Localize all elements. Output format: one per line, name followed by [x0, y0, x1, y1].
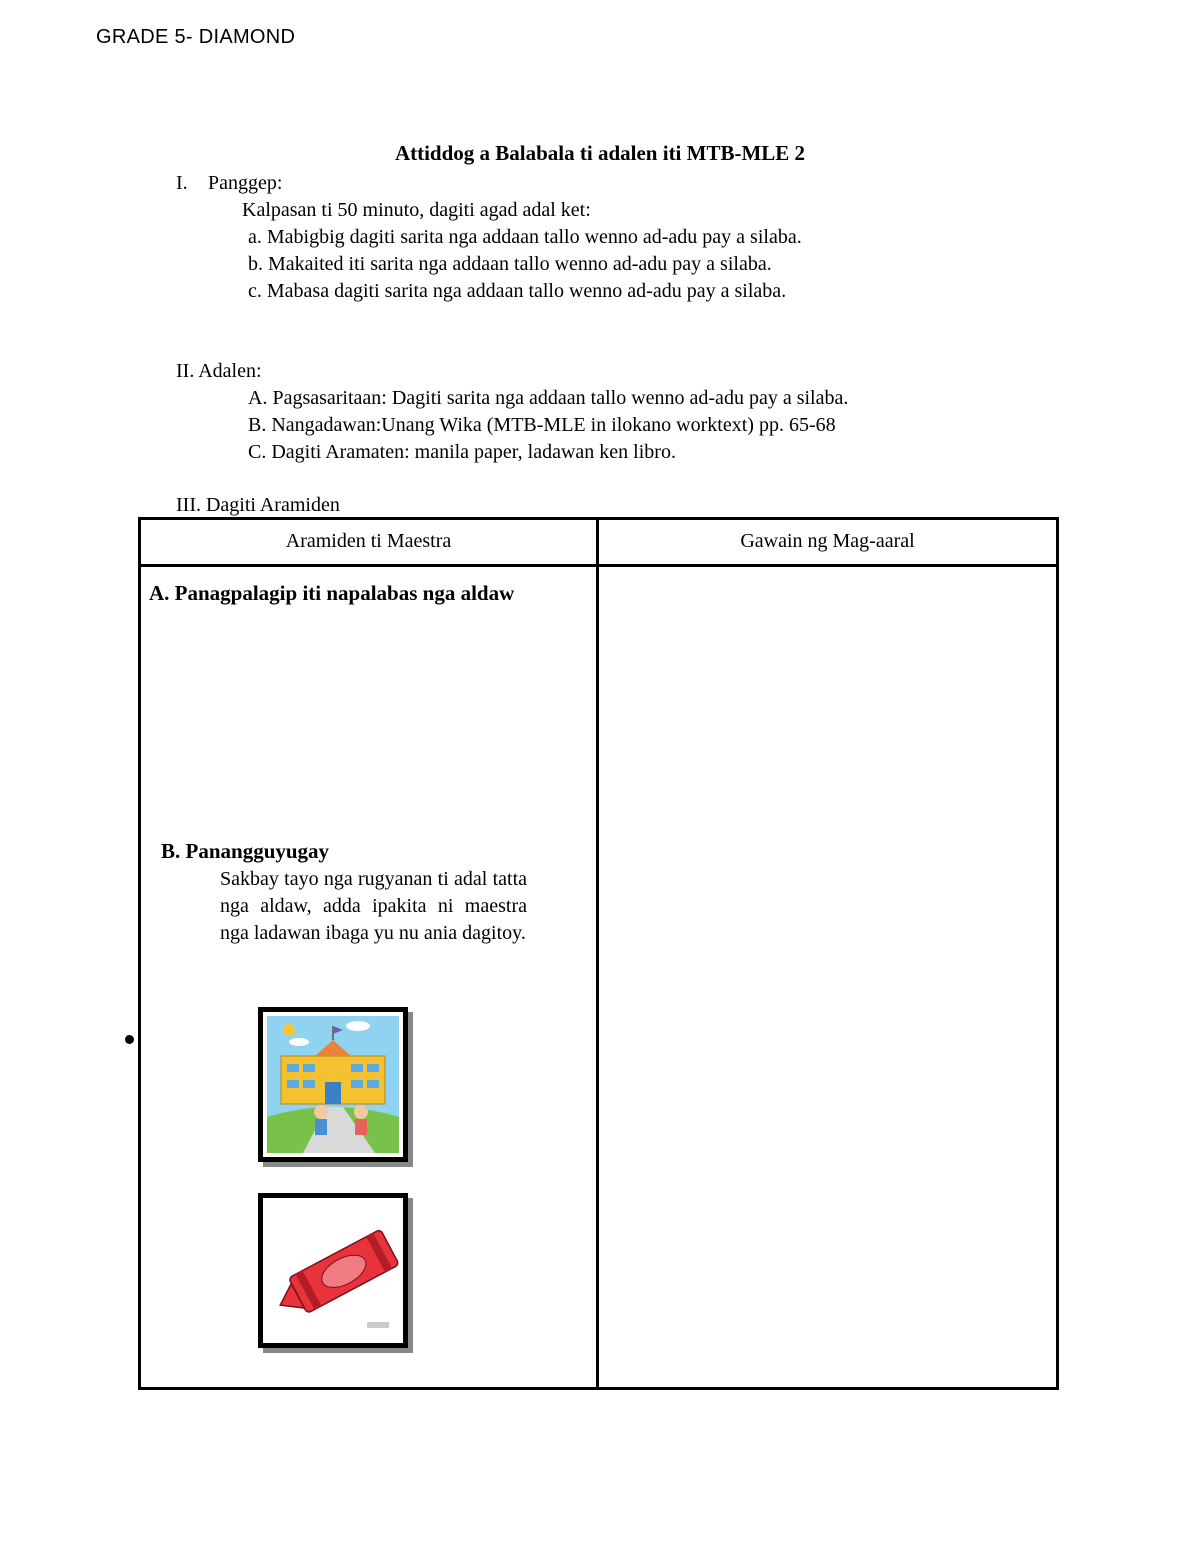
- bullet-point: [125, 1035, 134, 1044]
- school-picture-frame: [258, 1007, 408, 1162]
- school-illustration-icon: [263, 1012, 403, 1157]
- subject-item: C. Dagiti Aramaten: manila paper, ladawan ken libro.: [248, 441, 676, 463]
- page-header: GRADE 5- DIAMOND: [96, 26, 296, 48]
- part-b-paragraph: Sakbay tayo nga rugyanan ti adal tatta nga aldaw, adda ipakita ni maestra nga ladawan ibaga yu nu ania dagitoy.: [220, 868, 527, 944]
- crayon-picture-frame: [258, 1193, 408, 1348]
- part-b-heading: B. Panangguyugay: [161, 839, 330, 863]
- table-column-divider: [596, 517, 599, 1390]
- crayon-illustration-icon: [263, 1198, 403, 1343]
- part-a-heading: A. Panagpalagip iti napalabas nga aldaw: [149, 581, 515, 605]
- document-title: Attiddog a Balabala ti adalen iti MTB-MLE 2: [394, 141, 806, 165]
- subject-item: A. Pagsasaritaan: Dagiti sarita nga addaan tallo wenno ad-adu pay a silaba.: [248, 387, 849, 409]
- section1-intro: Kalpasan ti 50 minuto, dagiti agad adal ket:: [242, 199, 591, 221]
- section3-heading: III. Dagiti Aramiden: [176, 494, 340, 516]
- table-header-teacher: Aramiden ti Maestra: [285, 530, 452, 552]
- objective-item: c. Mabasa dagiti sarita nga addaan tallo wenno ad-adu pay a silaba.: [248, 280, 787, 302]
- objective-item: b. Makaited iti sarita nga addaan tallo wenno ad-adu pay a silaba.: [248, 253, 772, 275]
- subject-item: B. Nangadawan:Unang Wika (MTB-MLE in ilokano worktext) pp. 65-68: [248, 414, 836, 436]
- section1-heading: Panggep:: [208, 172, 283, 194]
- table-header-student: Gawain ng Mag-aaral: [740, 530, 915, 552]
- table-header-divider: [138, 564, 1059, 567]
- section2-heading: II. Adalen:: [176, 360, 262, 382]
- section1-number: I.: [176, 172, 188, 194]
- objective-item: a. Mabigbig dagiti sarita nga addaan tallo wenno ad-adu pay a silaba.: [248, 226, 802, 248]
